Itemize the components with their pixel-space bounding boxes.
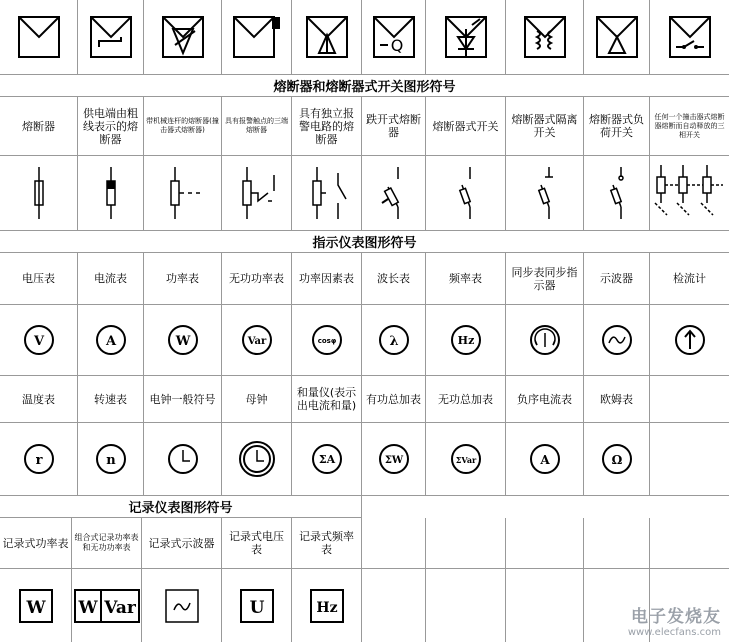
meter-label-text: 无功功率表 [229, 272, 284, 285]
fuse-label [650, 97, 729, 156]
meter-label [362, 376, 426, 423]
meter-label [222, 253, 292, 305]
meter-label [292, 253, 362, 305]
fuse-label-text: 供电端由粗线表示的熔断器 [83, 106, 138, 146]
tachometer-symbol [78, 423, 144, 496]
symbol-box-triangle-arrow [144, 0, 222, 75]
oscilloscope-symbol [584, 305, 650, 376]
meter-label-text: 同步表同步指示器 [511, 265, 578, 292]
recorder-label-text: 记录式电压表 [229, 530, 284, 556]
empty-cell [650, 376, 729, 423]
empty-cell [362, 518, 426, 569]
recorder-label-text: 记录式频率表 [299, 530, 354, 556]
empty-cell [362, 496, 729, 518]
fuse-label-text: 熔断器 [22, 119, 55, 133]
fuse-label [292, 97, 362, 156]
wattmeter-symbol [144, 305, 222, 376]
recording-wattmeter-symbol [0, 569, 72, 642]
fuse-label-text: 熔断器式负荷开关 [589, 113, 644, 139]
meter-label-text: 检流计 [673, 272, 706, 285]
summation-varmeter-symbol [426, 423, 506, 496]
empty-cell [426, 518, 506, 569]
meter-label-text: 欧姆表 [600, 392, 633, 406]
meter-label [362, 253, 426, 305]
fuse-label [584, 97, 650, 156]
svg-text:ΣA: ΣA [318, 453, 335, 466]
meter-label [0, 376, 78, 423]
meter-label-text: 波长表 [377, 272, 410, 285]
recorder-label [72, 518, 142, 569]
empty-cell [650, 423, 729, 496]
clock-symbol [144, 423, 222, 496]
svg-text:r: r [35, 453, 42, 468]
fuse-section-title: 熔断器和熔断器式开关图形符号 [0, 75, 729, 97]
negative-sequence-ammeter-symbol [506, 423, 584, 496]
combined-recorder-symbol [72, 569, 142, 642]
svg-text:n: n [105, 453, 116, 468]
symbol-box-marked [222, 0, 292, 75]
fuse-label-text: 熔断器式开关 [432, 119, 499, 133]
svg-text:Var: Var [103, 597, 136, 618]
svg-text:U: U [249, 597, 264, 618]
fuse-disconnector-symbol [506, 156, 584, 231]
power-factor-meter-symbol [292, 305, 362, 376]
recorder-label-text: 记录式示波器 [148, 536, 215, 550]
symbol-box-step [78, 0, 144, 75]
empty-cell [584, 518, 650, 569]
fuse-alarm-symbol [222, 156, 292, 231]
fuse-label-text: 带机械连杆的熔断器(撞击器式熔断器) [146, 117, 219, 134]
empty-cell [506, 569, 584, 642]
watermark-url: www.elecfans.com [627, 627, 721, 638]
synchroscope-symbol [506, 305, 584, 376]
recorder-label-text: 组合式记录功率表和无功功率表 [74, 533, 139, 552]
meter-label-text: 母钟 [245, 392, 268, 406]
symbol-box-diode [426, 0, 506, 75]
fuse-label [426, 97, 506, 156]
meter-section-title: 指示仪表图形符号 [0, 231, 729, 253]
svg-text:Var: Var [247, 336, 266, 347]
fuse-switch-symbol [426, 156, 506, 231]
meter-label-text: 电钟一般符号 [149, 392, 216, 406]
meter-label [426, 253, 506, 305]
meter-label [144, 253, 222, 305]
meter-label [584, 376, 650, 423]
meter-label-text: 温度表 [22, 392, 55, 406]
galvanometer-symbol [650, 305, 729, 376]
meter-label [222, 376, 292, 423]
symbol-box-q [362, 0, 426, 75]
svg-text:Ω: Ω [611, 453, 622, 467]
fuse-label-text: 任何一个撞击器式熔断器熔断而自动释放的三相开关 [654, 112, 725, 139]
recorder-section-title: 记录仪表图形符号 [0, 496, 362, 518]
recorder-label [222, 518, 292, 569]
fuse-independent-alarm-symbol [292, 156, 362, 231]
recording-voltmeter-symbol [222, 569, 292, 642]
symbol-box-contact [650, 0, 729, 75]
recorder-label [142, 518, 222, 569]
meter-label-text: 功率因素表 [299, 272, 354, 285]
svg-text:A: A [105, 334, 116, 349]
svg-text:cosφ: cosφ [317, 337, 336, 345]
recorder-label-text: 记录式功率表 [2, 536, 69, 550]
watermark-title: 电子发烧友 [631, 607, 721, 627]
empty-cell [426, 569, 506, 642]
meter-label-text: 频率表 [449, 272, 482, 285]
meter-label-text: 和量仪(表示出电流和量) [296, 386, 357, 412]
fuse-symbol [0, 156, 78, 231]
recording-frequency-meter-symbol [292, 569, 362, 642]
empty-cell [650, 518, 729, 569]
svg-text:W: W [77, 597, 98, 618]
fuse-label [144, 97, 222, 156]
symbol-box-delta [292, 0, 362, 75]
drop-out-fuse-symbol [362, 156, 426, 231]
summation-ammeter-symbol [292, 423, 362, 496]
fuse-label-text: 具有独立报警电路的熔断器 [299, 106, 354, 146]
svg-text:W: W [175, 334, 190, 349]
svg-text:Hz: Hz [315, 599, 338, 616]
fuse-label [0, 97, 78, 156]
svg-text:W: W [25, 597, 46, 618]
meter-label-text: 转速表 [94, 392, 127, 406]
meter-label-text: 有功总加表 [366, 392, 421, 406]
master-clock-symbol [222, 423, 292, 496]
meter-label [144, 376, 222, 423]
fuse-striker-symbol [144, 156, 222, 231]
symbol-box-small-triangle [584, 0, 650, 75]
fuse-thick-symbol [78, 156, 144, 231]
svg-text:ΣVar: ΣVar [455, 455, 476, 465]
meter-label [78, 253, 144, 305]
svg-text:A: A [539, 453, 550, 467]
fuse-load-switch-symbol [584, 156, 650, 231]
svg-text:ΣW: ΣW [384, 455, 403, 466]
fuse-label [222, 97, 292, 156]
symbol-box-coil [506, 0, 584, 75]
ammeter-symbol [78, 305, 144, 376]
watermark [628, 602, 721, 638]
three-phase-fuse-switch-symbol [650, 156, 729, 231]
ohmmeter-symbol [584, 423, 650, 496]
recorder-label [0, 518, 72, 569]
empty-cell [362, 569, 426, 642]
fuse-label-text: 具有报警触点的三端熔断器 [225, 117, 288, 134]
empty-cell [506, 518, 584, 569]
svg-text:Q: Q [390, 36, 403, 55]
voltmeter-symbol [0, 305, 78, 376]
meter-label [506, 376, 584, 423]
meter-label [78, 376, 144, 423]
varmeter-symbol [222, 305, 292, 376]
meter-label [0, 253, 78, 305]
meter-label-text: 无功总加表 [438, 392, 493, 406]
fuse-label [78, 97, 144, 156]
meter-label-text: 示波器 [600, 272, 633, 285]
wavemeter-symbol [362, 305, 426, 376]
recording-oscilloscope-symbol [142, 569, 222, 642]
svg-text:λ: λ [388, 334, 399, 349]
svg-text:Hz: Hz [457, 334, 474, 347]
fuse-label [362, 97, 426, 156]
meter-label [584, 253, 650, 305]
meter-label [506, 253, 584, 305]
fuse-label-text: 熔断器式隔离开关 [511, 113, 578, 139]
meter-label-text: 功率表 [166, 272, 199, 285]
frequency-meter-symbol [426, 305, 506, 376]
svg-text:V: V [33, 334, 44, 349]
meter-label-text: 电流表 [94, 272, 127, 285]
meter-label-text: 负序电流表 [517, 392, 572, 406]
meter-label [650, 253, 729, 305]
thermometer-symbol [0, 423, 78, 496]
summation-wattmeter-symbol [362, 423, 426, 496]
fuse-label [506, 97, 584, 156]
symbol-box-plain [0, 0, 78, 75]
meter-label [292, 376, 362, 423]
fuse-label-text: 跌开式熔断器 [366, 113, 421, 139]
recorder-label [292, 518, 362, 569]
meter-label [426, 376, 506, 423]
meter-label-text: 电压表 [22, 272, 55, 285]
